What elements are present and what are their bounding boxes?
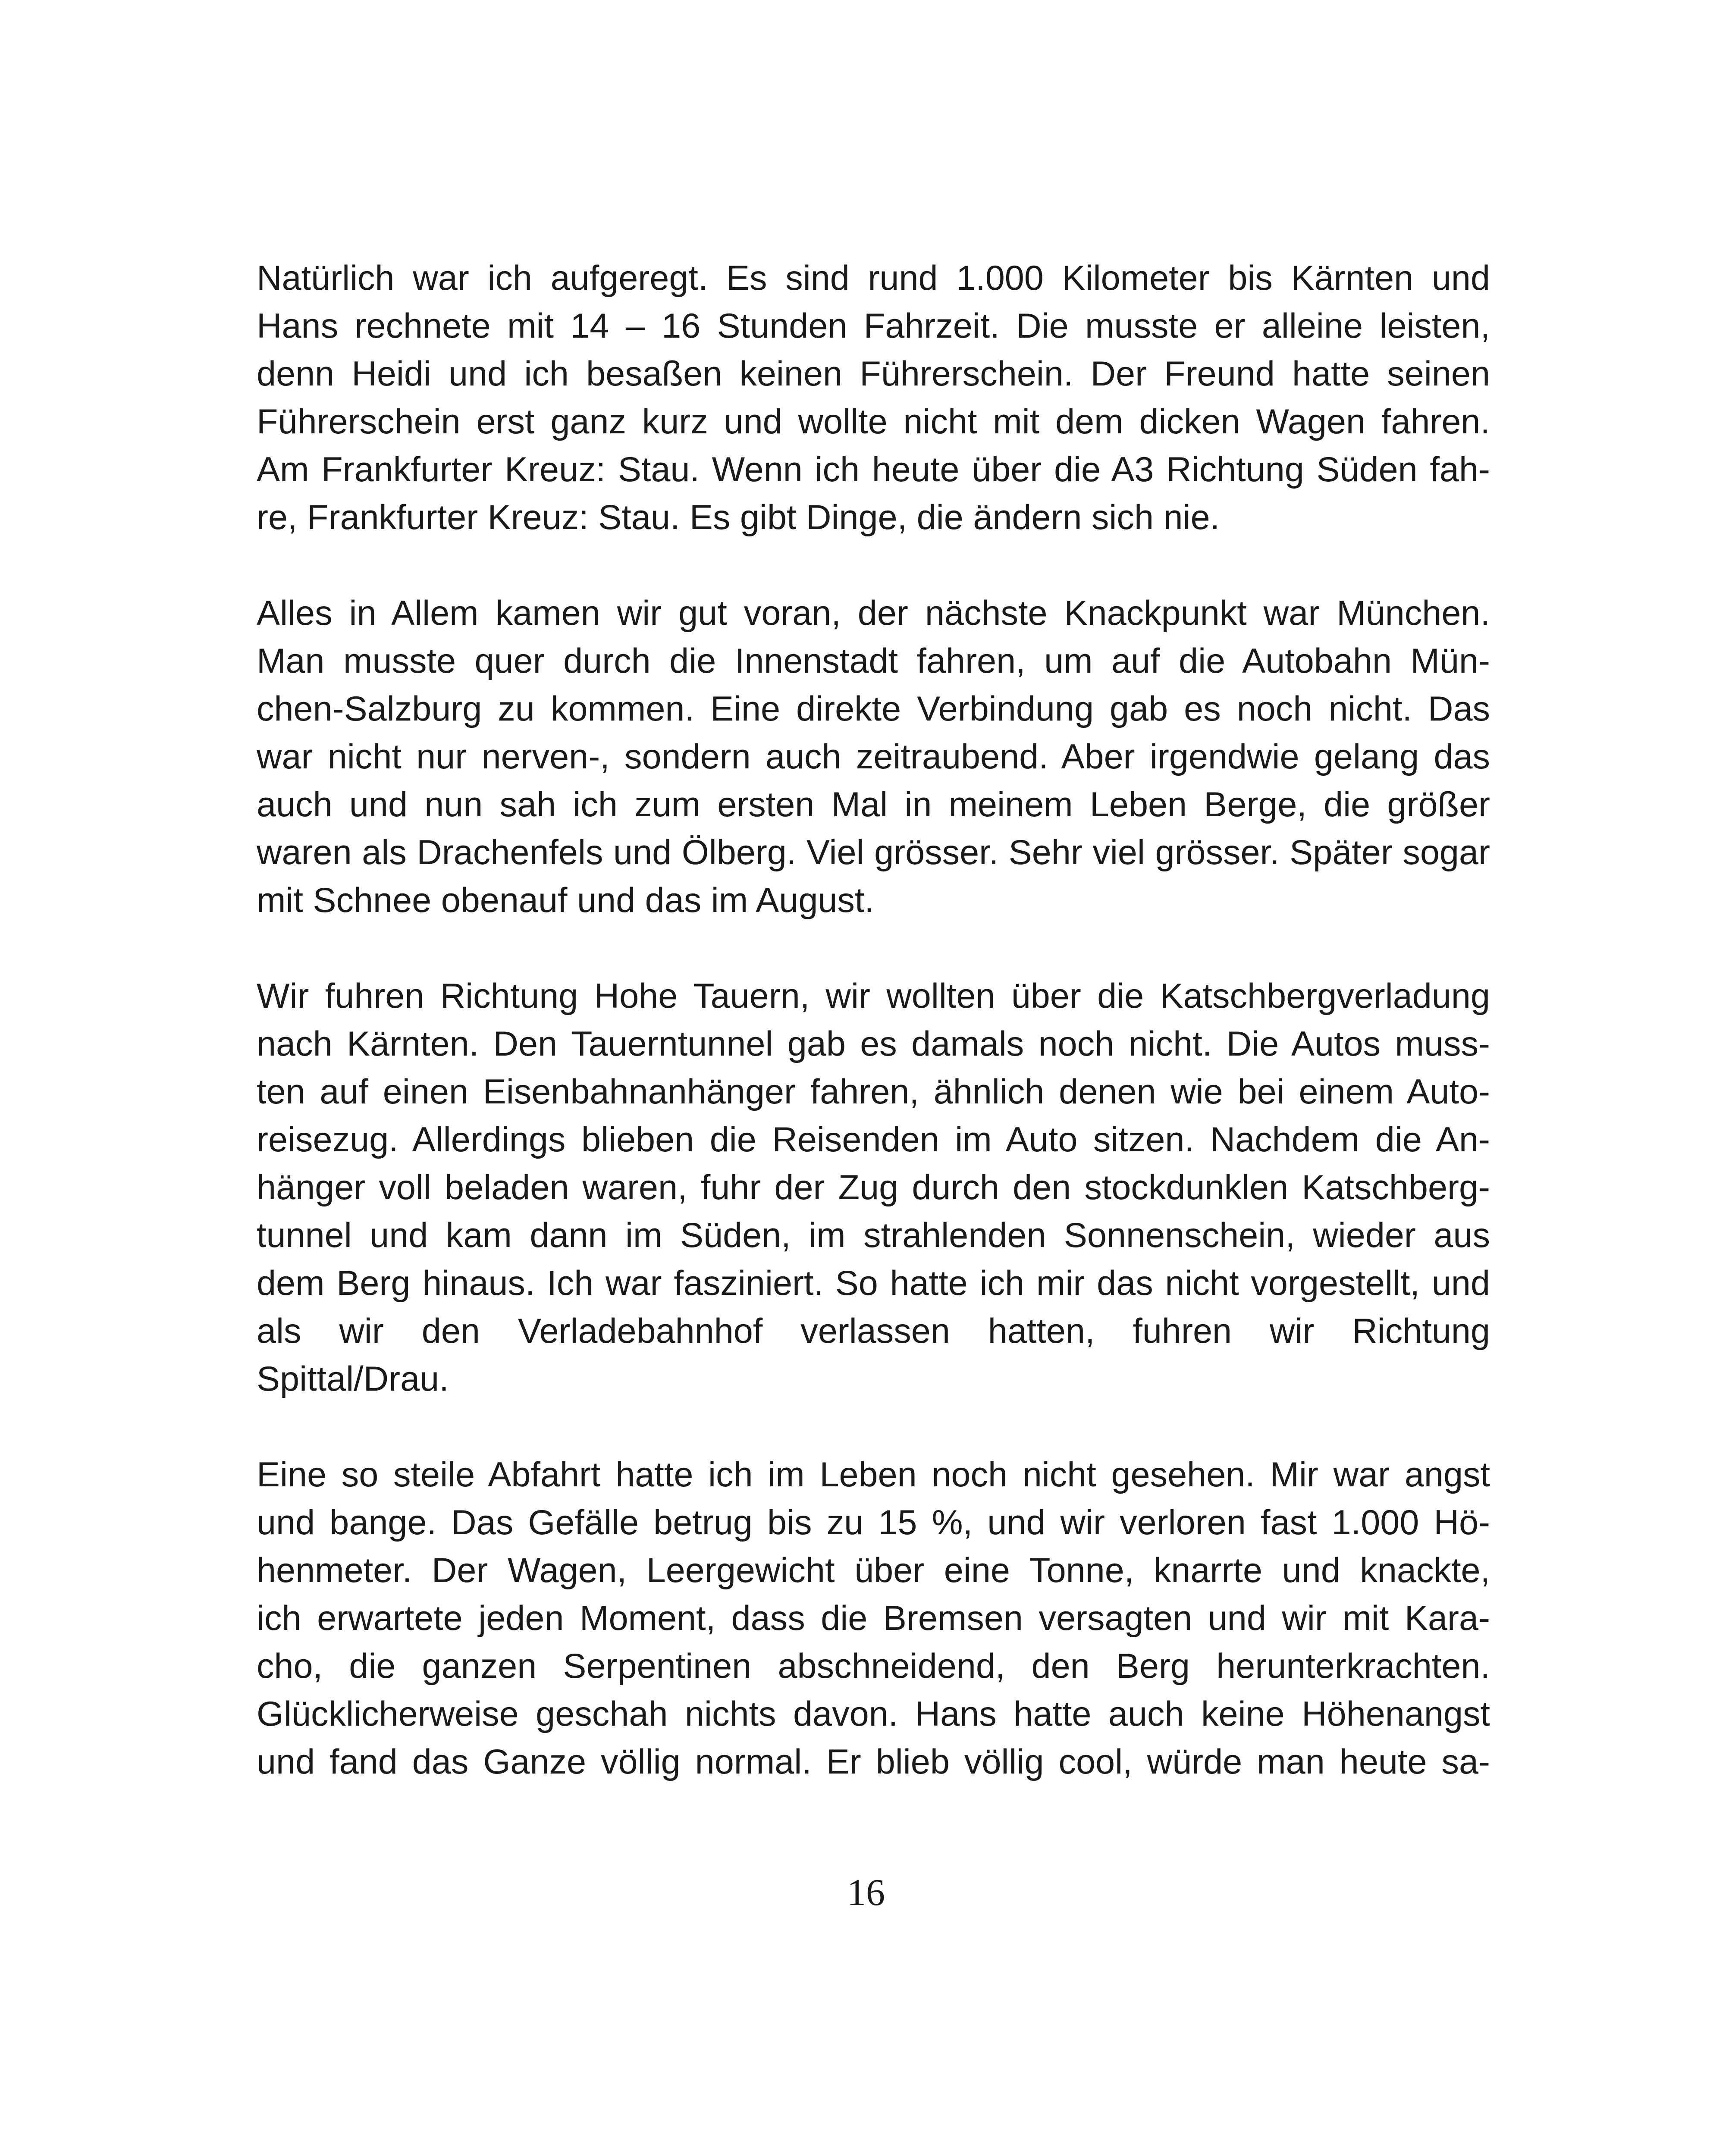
text-line: Eine so steile Abfahrt hatte ich im Leben noch nicht gesehen. Mir war angst bbox=[257, 1455, 1490, 1494]
text-line: chen-Salzburg zu kommen. Eine direkte Verbindung gab es noch nicht. Das bbox=[257, 689, 1490, 728]
body-text bbox=[257, 254, 1490, 1834]
paragraph-1 bbox=[257, 254, 1490, 542]
text-line: Wir fuhren Richtung Hohe Tauern, wir wollten über die Katschbergverladung bbox=[257, 977, 1490, 1015]
text-line: nach Kärnten. Den Tauerntunnel gab es damals noch nicht. Die Autos muss- bbox=[257, 1025, 1490, 1063]
text-line: war nicht nur nerven-, sondern auch zeitraubend. Aber irgendwie gelang das bbox=[257, 737, 1490, 776]
text-line: auch und nun sah ich zum ersten Mal in meinem Leben Berge, die größer bbox=[257, 785, 1490, 824]
text-line: dem Berg hinaus. Ich war fasziniert. So hatte ich mir das nicht vorgestellt, und bbox=[257, 1264, 1490, 1303]
text-line: als wir den Verladebahnhof verlassen hatten, fuhren wir Richtung bbox=[257, 1312, 1490, 1351]
text-line: Hans rechnete mit 14 – 16 Stunden Fahrzeit. Die musste er alleine leisten, bbox=[257, 307, 1490, 345]
text-line: mit Schnee obenauf und das im August. bbox=[257, 881, 874, 920]
text-line: Spittal/Drau. bbox=[257, 1360, 449, 1398]
text-line: hänger voll beladen waren, fuhr der Zug durch den stockdunklen Katschberg- bbox=[257, 1168, 1490, 1207]
paragraph-3 bbox=[257, 972, 1490, 1403]
text-line: Am Frankfurter Kreuz: Stau. Wenn ich heute über die A3 Richtung Süden fah- bbox=[257, 450, 1490, 489]
text-line: cho, die ganzen Serpentinen abschneidend, den Berg herunterkrachten. bbox=[257, 1647, 1490, 1686]
text-line: und fand das Ganze völlig normal. Er blieb völlig cool, würde man heute sa- bbox=[257, 1742, 1490, 1781]
text-line: Man musste quer durch die Innenstadt fahren, um auf die Autobahn Mün- bbox=[257, 642, 1490, 680]
paragraph-2 bbox=[257, 589, 1490, 924]
page-number: 16 bbox=[847, 1872, 885, 1914]
text-line: Alles in Allem kamen wir gut voran, der nächste Knackpunkt war München. bbox=[257, 594, 1490, 633]
text-line: ten auf einen Eisenbahnanhänger fahren, ähnlich denen wie bei einem Auto- bbox=[257, 1072, 1490, 1111]
text-line: tunnel und kam dann im Süden, im strahlenden Sonnenschein, wieder aus bbox=[257, 1216, 1490, 1255]
text-line: und bange. Das Gefälle betrug bis zu 15 %, und wir verloren fast 1.000 Hö- bbox=[257, 1503, 1490, 1542]
text-line: re, Frankfurter Kreuz: Stau. Es gibt Dinge, die ändern sich nie. bbox=[257, 498, 1220, 537]
text-line: denn Heidi und ich besaßen keinen Führerschein. Der Freund hatte seinen bbox=[257, 354, 1490, 393]
text-line: Natürlich war ich aufgeregt. Es sind rund 1.000 Kilometer bis Kärnten und bbox=[257, 259, 1490, 298]
text-line: Glücklicherweise geschah nichts davon. Hans hatte auch keine Höhenangst bbox=[257, 1695, 1490, 1733]
text-line: Führerschein erst ganz kurz und wollte nicht mit dem dicken Wagen fahren. bbox=[257, 402, 1490, 441]
text-line: reisezug. Allerdings blieben die Reisenden im Auto sitzen. Nachdem die An- bbox=[257, 1120, 1490, 1159]
paragraph-4 bbox=[257, 1451, 1490, 1786]
text-line: ich erwartete jeden Moment, dass die Bremsen versagten und wir mit Kara- bbox=[257, 1599, 1490, 1638]
text-line: waren als Drachenfels und Ölberg. Viel grösser. Sehr viel grösser. Später sogar bbox=[257, 833, 1490, 872]
text-line: henmeter. Der Wagen, Leergewicht über eine Tonne, knarrte und knackte, bbox=[257, 1551, 1490, 1590]
